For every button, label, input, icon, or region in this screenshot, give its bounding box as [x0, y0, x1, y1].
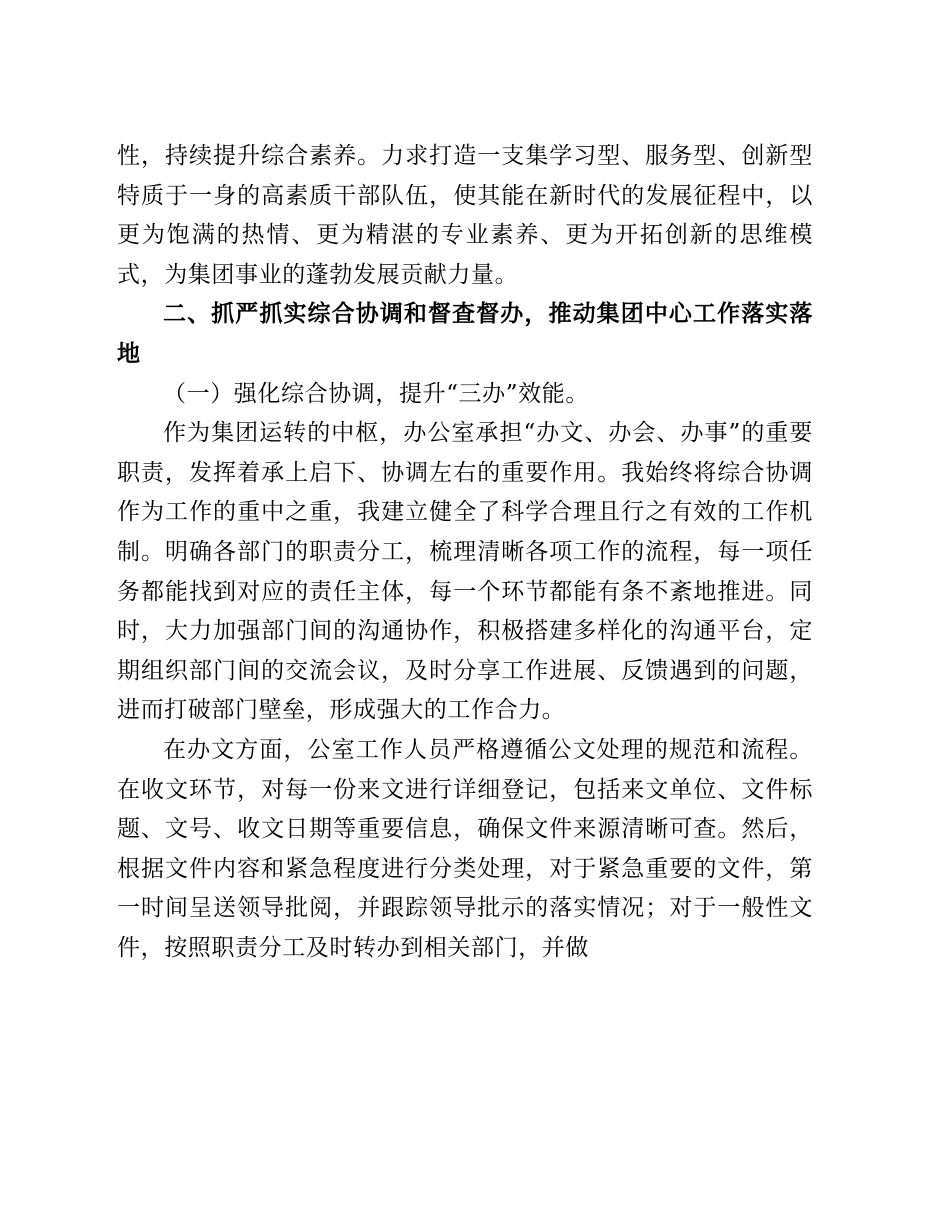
document-page — [117, 137, 813, 968]
subsection-heading: （一）强化综合协调，提升“三办”效能。 — [163, 380, 589, 407]
section-heading: 二、抓严抓实综合协调和督查督办，推动集团中心工作落实落地 — [117, 301, 813, 367]
body-paragraph-document-handling: 在办文方面，公室工作人员严格遵循公文处理的规范和流程。在收文环节，对每一份来文进行详细登记，包括来文单位、文件标题、文号、收文日期等重要信息，确保文件来源清晰可查。然后，根据文件内容和紧急程度进行分类处理，对于紧急重要的文件，第一时间呈送领导批阅，并跟踪领导批示的落实情况；对于一般性文件，按照职责分工及时转办到相关部门，并做 — [117, 736, 813, 961]
body-paragraph-coordination: 作为集团运转的中枢，办公室承担“办文、办会、办事”的重要职责，发挥着承上启下、协调左右的重要作用。我始终将综合协调作为工作的重中之重，我建立健全了科学合理且行之有效的工作机制。明确各部门的职责分工，梳理清晰各项工作的流程，每一项任务都能找到对应的责任主体，每一个环节都能有条不紊地推进。同时，大力加强部门间的沟通协作，积极搭建多样化的沟通平台，定期组织部门间的交流会议，及时分享工作进展、反馈遇到的问题，进而打破部门壁垒，形成强大的工作合力。 — [117, 420, 813, 724]
body-paragraph-continuation: 性，持续提升综合素养。力求打造一支集学习型、服务型、创新型特质于一身的高素质干部队伍，使其能在新时代的发展征程中，以更为饱满的热情、更为精湛的专业素养、更为开拓创新的思维模式，为集团事业的蓬勃发展贡献力量。 — [117, 143, 813, 288]
